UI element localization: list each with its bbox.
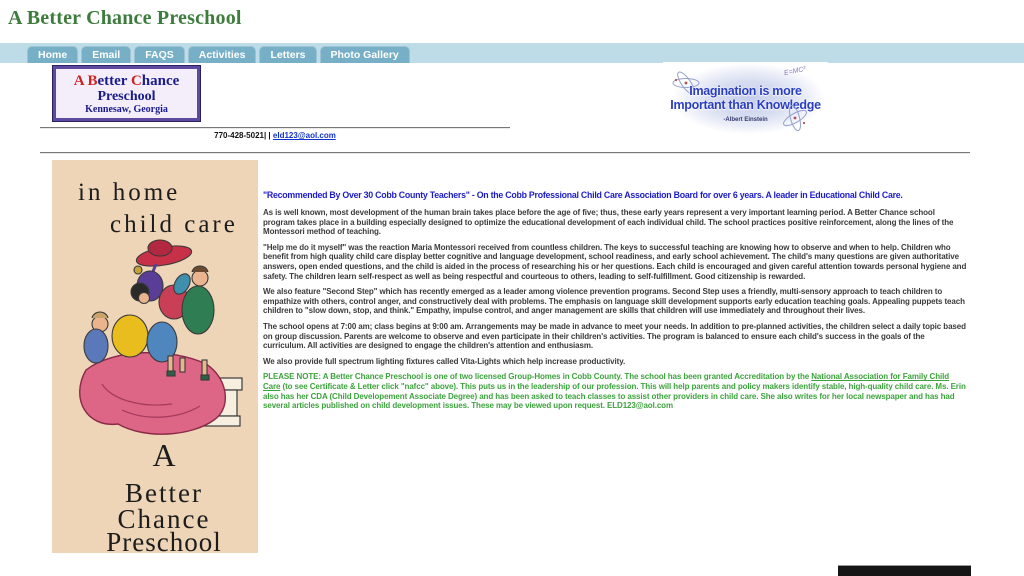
art-bottom-text-3: Chance <box>117 504 211 534</box>
divider-line-top <box>40 127 510 129</box>
main-content <box>263 190 968 417</box>
nav-bar <box>0 43 1024 63</box>
montessori-paragraph: "Help me do it myself" was the reaction Maria Montessori received from countless children. The keys to successful teaching are knowing how to observe and when to help. Children who benefit from high quality child care display better cognitive and language development, school readiness, and early school achievement. The child's many questions are given authoritative answers, open ended questions, and the child is aided in the process of researching his or her questions. Each child is encouraged and given careful attention towards personal hygiene and safety. The children learn self-respect as well as being respectful and courteous to others, leading to self-fulfillment. Good citizenship is rewarded. <box>263 242 967 281</box>
art-bottom-text-2: Better <box>125 478 203 508</box>
lighting-paragraph: We also provide full spectrum lighting fixtures called Vita-Lights which help increase productivity. <box>263 356 626 366</box>
nav-tab-faqs[interactable]: FAQS <box>134 46 185 63</box>
divider-line-full <box>40 152 970 154</box>
logo-word-etter: etter <box>97 73 128 89</box>
logo-word-hance: hance <box>141 73 180 89</box>
quote-line1: Imagination is more <box>689 84 802 98</box>
children-illustration <box>52 160 258 553</box>
second-step-paragraph: We also feature "Second Step" which has recently emerged as a leader among violence prevention programs. Second Step uses a friendly, multi-sensory approach to teach children to empathize with others, control anger, and constructively deal with problems. The emphasis on language skill development supports early education teaching goals. Appealing puppets teach children to "slow down, stop, and think." Empathy, impulse control, and anger management are skills that children will use immediately and throughout their lives. <box>263 287 965 316</box>
logo-letter-b: B <box>87 73 98 89</box>
note-text-after: (to see Certificate & Letter click "nafcc" above). This puts us in the leadership of our profession. This will help parents and policy makers identify stable, high-quality child care. Ms. Erin also has her CDA (Child Developement Associate Degree) and has been asked to teach classes to assist other providers in child care. She also writes for her local newspaper and has had several articles published on child development issues. These may be viewed upon request. ELD123@aol.com <box>263 381 966 411</box>
note-text-before: PLEASE NOTE: A Better Chance Preschool is one of two licensed Group-Homes in Cobb County. The school has been granted Accreditation by the <box>263 372 812 382</box>
art-bottom-text-1: A <box>152 437 176 473</box>
nav-tab-home[interactable]: Home <box>27 46 78 63</box>
intro-paragraph: As is well known, most development of the human brain takes place before the age of five; thus, these early years represent a very important learning period. A Better Chance school program takes place in a building especially designed to optimize the educational development of each individual child. The school practices positive reinforcement, along the lines of the Montessori method of teaching. <box>263 208 954 237</box>
bottom-black-box <box>838 565 971 576</box>
page-title: A Better Chance Preschool <box>8 7 242 29</box>
contact-email-link[interactable]: eld123@aol.com <box>272 131 336 140</box>
emc2-text: E=MC² <box>783 65 807 78</box>
school-logo-image <box>53 66 200 121</box>
in-home-child-care-image <box>52 160 258 553</box>
contact-row <box>40 131 510 140</box>
quote-line2: Important than Knowledge <box>670 98 821 112</box>
nav-tab-letters[interactable]: Letters <box>259 46 316 63</box>
schedule-paragraph: The school opens at 7:00 am; class begins at 9:00 am. Arrangements may be made in advance to meet your needs. In addition to pre-planned activities, the children select a daily topic based on group discussion. Parents are welcome to observe and even participate in their children's activities. The program is balanced to ensure each child's success in the goals of the curriculum. All activities are designed to engage the children's attention and enthusiasm. <box>263 321 966 351</box>
recommendation-headline: "Recommended By Over 30 Cobb County Teachers" - On the Cobb Professional Child Care Association Board for over 6 years. A leader in Educational Child Care. <box>263 190 903 200</box>
logo-line3: Kennesaw, Georgia <box>85 104 168 115</box>
phone-number: 770-428-5021| | <box>214 131 271 140</box>
nav-tab-photo-gallery[interactable]: Photo Gallery <box>320 46 410 63</box>
nafcc-link[interactable]: National Association for Family Child Care <box>263 372 950 391</box>
nav-tab-email[interactable]: Email <box>81 46 131 63</box>
logo-line1 <box>56 73 197 89</box>
art-top-text-1: in home <box>78 179 181 206</box>
art-top-text-2: child care <box>110 211 238 238</box>
art-bottom-text-4: Preschool <box>106 527 222 553</box>
nav-tab-activities[interactable]: Activities <box>188 46 257 63</box>
quote-attribution: -Albert Einstein <box>723 117 768 123</box>
accreditation-note <box>263 372 968 410</box>
logo-line2: Preschool <box>97 89 156 104</box>
nav-tabs <box>27 46 410 63</box>
logo-letter-c: C <box>130 73 142 89</box>
atom-icon <box>780 105 810 136</box>
logo-letter-a: A <box>73 73 84 89</box>
einstein-quote-image <box>663 62 828 142</box>
